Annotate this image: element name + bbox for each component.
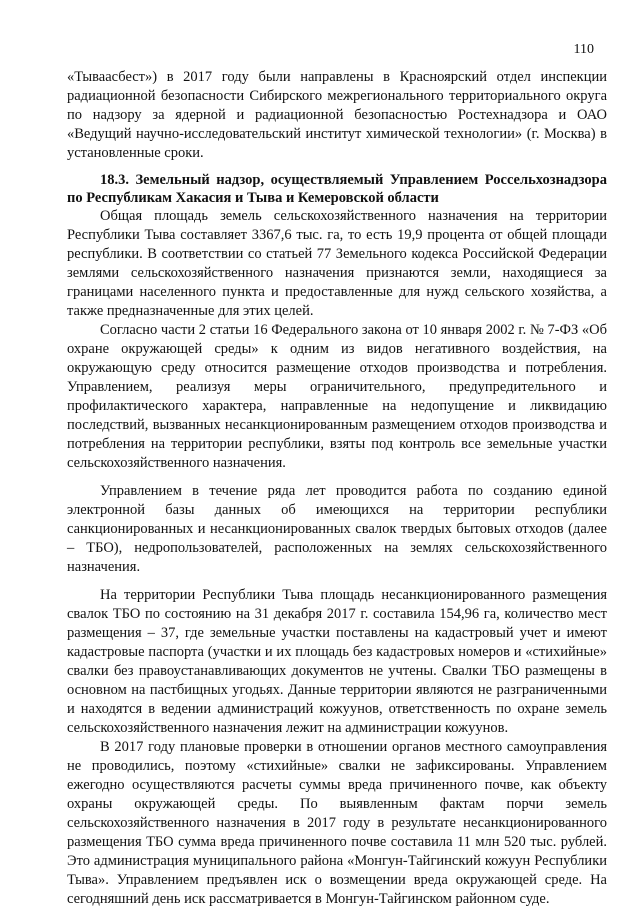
- paragraph-waste-area: На территории Республики Тыва площадь несанкционированного размещения свалок ТБО по состоянию на 31 декабря 2017 г. составила 154,96 га, количество мест размещения – 37, где земельные участки поставлены на кадастровый учет и имеют кадастровые паспорта (участки и их площадь без кадастровых номеров и «стихийные» свалки без правоустанавливающих документов не учтены. Свалки ТБО размещены в основном на пастбищных угодьях. Данные территории являются не разграниченными и находятся в ведении администраций кожуунов, ответственность по охране земель сельскохозяйственного назначения лежит на администрации кожуунов.: [67, 587, 607, 736]
- page-number: 110: [573, 42, 594, 57]
- paragraph-database: Управлением в течение ряда лет проводится работа по созданию единой электронной базы данных об имеющихся на территории республики санкционированных и несанкционированных свалок твердых бытовых отходов (далее – ТБО), недропользователей, расположенных на землях сельскохозяйственного назначения.: [67, 483, 607, 575]
- paragraph-land-area: Общая площадь земель сельскохозяйственного назначения на территории Республики Тыва составляет 3367,6 тыс. га, то есть 19,9 процента от общей площади республики. В соответствии со статьей 77 Земельного кодекса Российской Федерации землями сельскохозяйственного назначения признаются земли, находящиеся за границами населенного пункта и предоставленные для нужд сельского хозяйства, а также предназначенные для этих целей.: [67, 208, 607, 319]
- paragraph-continuation: «Тываасбест») в 2017 году были направлены в Красноярский отдел инспекции радиационной безопасности Сибирского межрегионального территориального округа по надзору за ядерной и радиационной безопасностью Ростехнадзора и ОАО «Ведущий научно-исследовательский институт химической технологии» (г. Москва) в установленные сроки.: [67, 69, 607, 161]
- paragraph-federal-law: Согласно части 2 статьи 16 Федерального закона от 10 января 2002 г. № 7-ФЗ «Об охране окружающей среды» к одним из видов негативного воздействия, на окружающую среду относится размещение отходов производства и потребления. Управлением, реализуя меры ограничительного, предупредительного и профилактического характера, направленные на недопущение и ликвидацию последствий, вызванных несанкционированным размещением отходов производства и потребления на территории республики, взяты под контроль все земельные участки сельскохозяйственного назначения.: [67, 322, 607, 471]
- paragraph-inspections: В 2017 году плановые проверки в отношении органов местного самоуправления не проводились, поэтому «стихийные» свалки не зафиксированы. Управлением ежегодно осуществляются расчеты суммы вреда причиненного почве, как объекту охраны окружающей среды. По выявленным фактам порчи земель сельскохозяйственного назначения в 2017 году в результате несанкционированного размещения ТБО сумма вреда причиненного почве составила 11 млн 520 тыс. рублей. Это администрация муниципального района «Монгун-Тайгинский кожуун Республики Тыва». Управлением предъявлен иск о возмещении вреда окружающей среде. На сегодняшний день иск рассматривается в Монгун-Тайгинском районном суде.: [67, 739, 607, 907]
- section-heading: 18.3. Земельный надзор, осуществляемый Управлением Россельхознадзора по Республикам Хакасия и Тыва и Кемеровской области: [67, 172, 607, 206]
- document-body: [67, 68, 607, 909]
